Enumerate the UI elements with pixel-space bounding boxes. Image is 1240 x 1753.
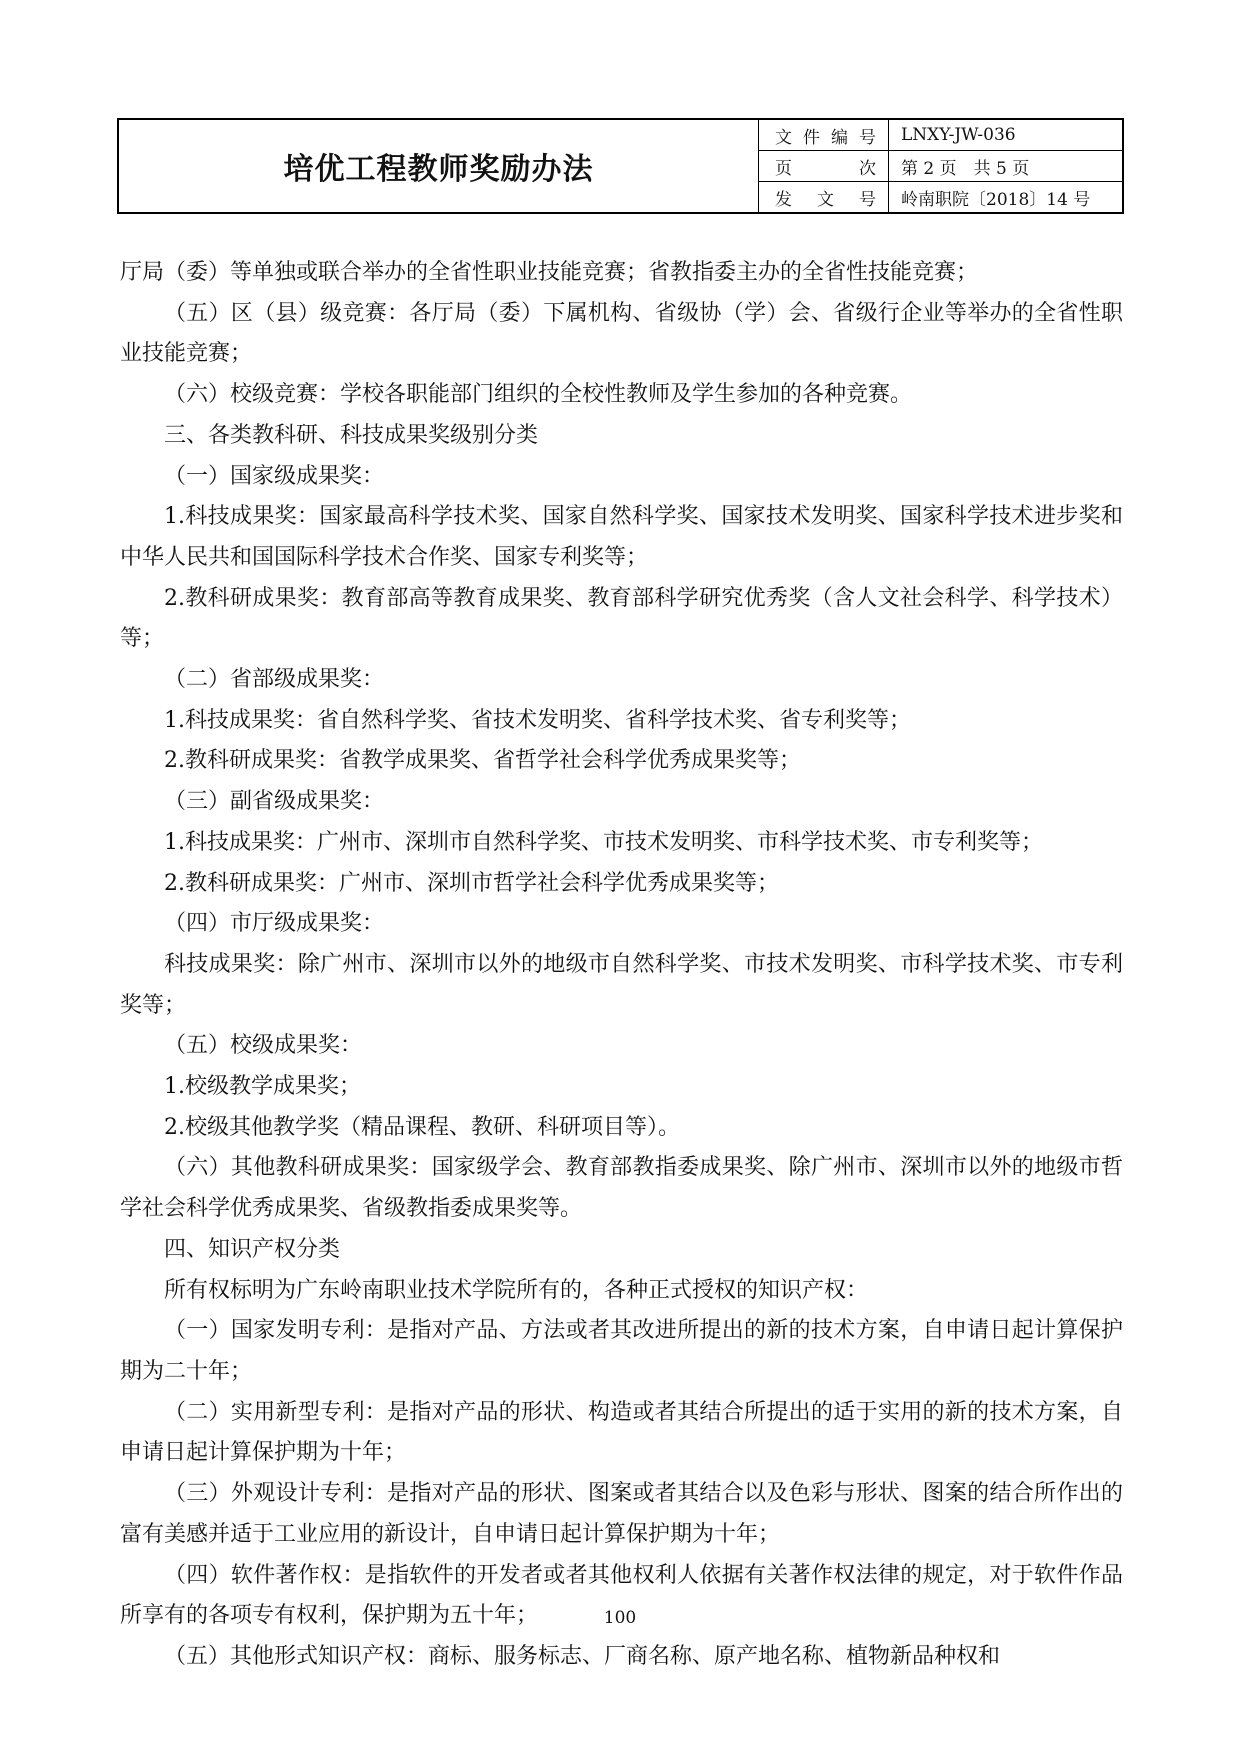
meta-value-page: 第 2 页 共 5 页 xyxy=(901,158,1030,179)
paragraph: （四）软件著作权：是指软件的开发者或者其他权利人依据有关著作权法律的规定，对于软件作品所享有的各项专有权利，保护期为五十年； xyxy=(120,1562,1123,1629)
paragraph: （一）国家发明专利：是指对产品、方法或者其改进所提出的新的技术方案，自申请日起计算保护期为二十年； xyxy=(120,1318,1123,1384)
paragraph: 厅局（委）等单独或联合举办的全省性职业技能竞赛；省教指委主办的全省性技能竞赛； xyxy=(120,260,979,285)
document-body xyxy=(120,253,1123,1678)
document-title: 培优工程教师奖励办法 xyxy=(119,120,759,212)
meta-key-issue-number: 发 文 号 xyxy=(759,182,889,212)
meta-row-issue-number xyxy=(759,182,1122,212)
meta-value-issue-number: 岭南职院〔2018〕14 号 xyxy=(901,189,1091,210)
paragraph: （六）其他教科研成果奖：国家级学会、教育部教指委成果奖、除广州市、深圳市以外的地级市哲学社会科学优秀成果奖、省级教指委成果奖等。 xyxy=(120,1155,1123,1222)
paragraph: 1.科技成果奖：广州市、深圳市自然科学奖、市技术发明奖、市科学技术奖、市专利奖等； xyxy=(164,829,1043,855)
paragraph: （五）其他形式知识产权：商标、服务标志、厂商名称、原产地名称、植物新品种权和 xyxy=(164,1643,1001,1669)
paragraph: （三）外观设计专利：是指对产品的形状、图案或者其结合以及色彩与形状、图案的结合所作出的富有美感并适于工业应用的新设计，自申请日起计算保护期为十年； xyxy=(120,1481,1123,1547)
paragraph: （五）区（县）级竞赛：各厅局（委）下属机构、省级协（学）会、省级行企业等举办的全省性职业技能竞赛； xyxy=(120,300,1123,367)
subsection-heading: （四）市厅级成果奖： xyxy=(164,911,385,937)
paragraph: 科技成果奖：除广州市、深圳市以外的地级市自然科学奖、市技术发明奖、市科学技术奖、市专利奖等； xyxy=(120,951,1123,1018)
meta-key-page: 页 次 xyxy=(759,151,889,181)
paragraph: 2.校级其他教学奖（精品课程、教研、科研项目等）。 xyxy=(164,1114,680,1140)
meta-value-file-number: LNXY-JW-036 xyxy=(901,125,1016,145)
subsection-heading: （五）校级成果奖： xyxy=(164,1033,363,1059)
paragraph: 1.科技成果奖：国家最高科学技术奖、国家自然科学奖、国家技术发明奖、国家科学技术进步奖和中华人民共和国国际科学技术合作奖、国家专利奖等； xyxy=(120,504,1123,570)
paragraph: 2.教科研成果奖：广州市、深圳市哲学社会科学优秀成果奖等； xyxy=(164,870,779,896)
document-meta xyxy=(759,120,1122,212)
paragraph: （六）校级竞赛：学校各职能部门组织的全校性教师及学生参加的各种竞赛。 xyxy=(164,382,913,408)
subsection-heading: （二）省部级成果奖： xyxy=(164,667,385,693)
paragraph: 2.教科研成果奖：教育部高等教育成果奖、教育部科学研究优秀奖（含人文社会科学、科学技术）等； xyxy=(120,585,1123,652)
document-header-table xyxy=(117,118,1124,214)
paragraph: 1.校级教学成果奖； xyxy=(164,1074,361,1100)
subsection-heading: （一）国家级成果奖： xyxy=(164,463,385,489)
section-heading: 三、各类教科研、科技成果奖级别分类 xyxy=(164,422,539,448)
meta-key-file-number: 文 件 编 号 xyxy=(759,120,889,150)
meta-row-file-number xyxy=(759,120,1122,151)
paragraph: 2.教科研成果奖：省教学成果奖、省哲学社会科学优秀成果奖等； xyxy=(164,748,801,774)
section-heading: 四、知识产权分类 xyxy=(164,1236,341,1262)
paragraph: 1.科技成果奖：省自然科学奖、省技术发明奖、省科学技术奖、省专利奖等； xyxy=(164,707,911,733)
paragraph: （二）实用新型专利：是指对产品的形状、构造或者其结合所提出的适于实用的新的技术方案，自申请日起计算保护期为十年； xyxy=(120,1399,1123,1466)
paragraph: 所有权标明为广东岭南职业技术学院所有的，各种正式授权的知识产权： xyxy=(164,1277,869,1303)
meta-row-page xyxy=(759,151,1122,182)
page-number: 100 xyxy=(603,1608,637,1628)
subsection-heading: （三）副省级成果奖： xyxy=(164,789,385,815)
